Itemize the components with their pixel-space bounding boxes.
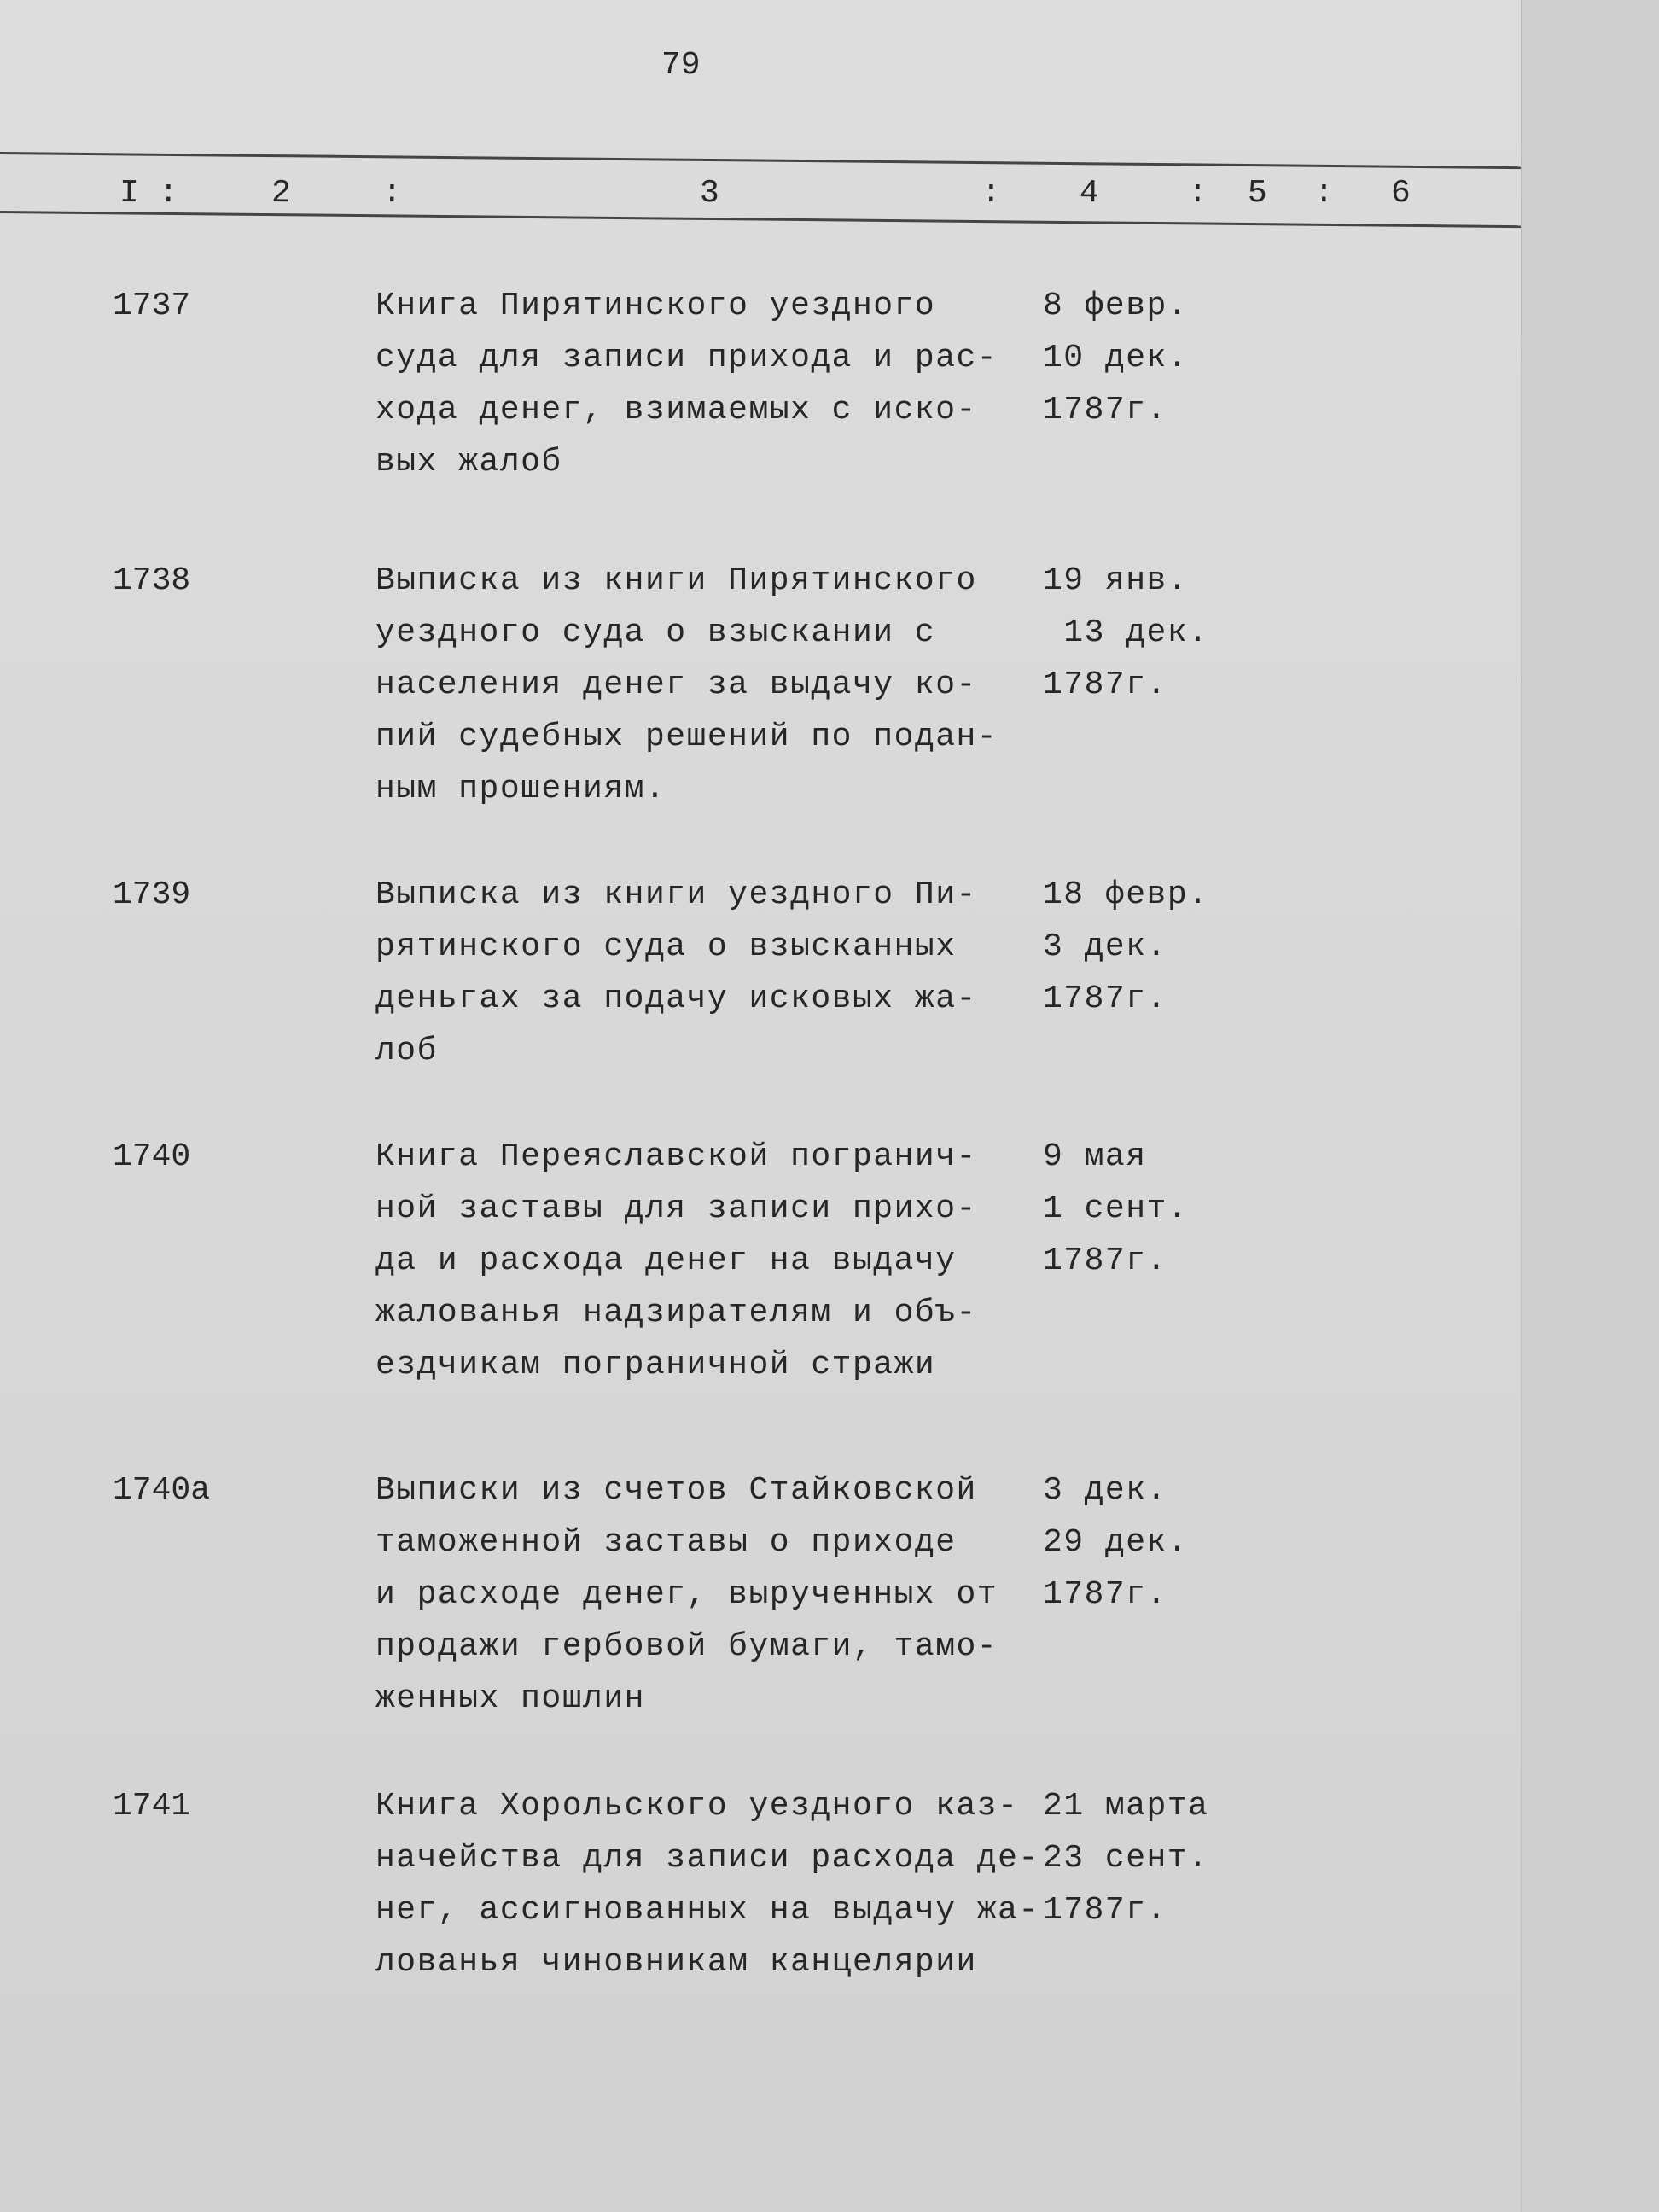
entry-dates bbox=[1043, 1780, 1208, 1936]
entry-number: 1740а bbox=[113, 1472, 211, 1509]
header-col-2: 2 bbox=[271, 175, 292, 212]
description-line: населения денег за выдачу ко- bbox=[375, 667, 977, 703]
description-line: ездчикам пограничной стражи bbox=[375, 1347, 936, 1383]
description-line: Выписка из книги уездного Пи- bbox=[375, 876, 977, 913]
entry-description bbox=[375, 1780, 1039, 1988]
description-line: продажи гербовой бумаги, тамо- bbox=[375, 1628, 998, 1665]
description-line: Выписки из счетов Стайковской bbox=[375, 1472, 977, 1509]
description-line: лоб bbox=[375, 1033, 438, 1069]
header-sep: : bbox=[158, 175, 179, 212]
header-col-5: 5 bbox=[1247, 175, 1268, 212]
entry-number: 1737 bbox=[113, 288, 191, 324]
entry-dates bbox=[1043, 869, 1208, 1025]
entry-number: 1739 bbox=[113, 876, 191, 913]
description-line: ным прошениям. bbox=[375, 771, 667, 807]
date-line: 1787г. bbox=[1043, 981, 1167, 1017]
date-line: 8 февр. bbox=[1043, 288, 1189, 324]
header-sep: : bbox=[1313, 175, 1335, 212]
description-line: да и расхода денег на выдачу bbox=[375, 1243, 957, 1279]
page-number: 79 bbox=[661, 47, 701, 84]
entry-description bbox=[375, 555, 998, 815]
entry-dates bbox=[1043, 1131, 1188, 1287]
description-line: жалованья надзирателям и объ- bbox=[375, 1295, 977, 1331]
date-line: 3 дек. bbox=[1043, 1472, 1167, 1509]
description-line: пий судебных решений по подан- bbox=[375, 719, 998, 755]
description-line: деньгах за подачу исковых жа- bbox=[375, 981, 977, 1017]
date-line: 10 дек. bbox=[1043, 340, 1189, 376]
description-line: Книга Хорольского уездного каз- bbox=[375, 1788, 1019, 1825]
entry-number: 1738 bbox=[113, 562, 191, 599]
entry-number: 1740 bbox=[113, 1138, 191, 1175]
description-line: таможенной заставы о приходе bbox=[375, 1524, 957, 1561]
header-sep: : bbox=[981, 175, 1002, 212]
description-line: и расходе денег, вырученных от bbox=[375, 1576, 998, 1613]
date-line: 23 сент. bbox=[1043, 1840, 1209, 1877]
date-line: 18 февр. bbox=[1043, 876, 1209, 913]
header-col-6: 6 bbox=[1390, 175, 1412, 212]
entry-dates bbox=[1043, 1464, 1188, 1621]
entry-dates bbox=[1043, 555, 1208, 711]
date-line: 1787г. bbox=[1043, 667, 1167, 703]
entry-description bbox=[375, 869, 977, 1077]
date-line: 3 дек. bbox=[1043, 928, 1167, 965]
description-line: Книга Пирятинского уездного bbox=[375, 288, 936, 324]
page-edge bbox=[1521, 0, 1659, 2212]
description-line: начейства для записи расхода де- bbox=[375, 1840, 1039, 1877]
entry-dates bbox=[1043, 280, 1188, 436]
date-line: 1787г. bbox=[1043, 1892, 1167, 1929]
date-line: 1787г. bbox=[1043, 1243, 1167, 1279]
date-line: 1 сент. bbox=[1043, 1190, 1189, 1227]
description-line: суда для записи прихода и рас- bbox=[375, 340, 998, 376]
description-line: нег, ассигнованных на выдачу жа- bbox=[375, 1892, 1039, 1929]
header-col-3: 3 bbox=[699, 175, 720, 212]
description-line: Выписка из книги Пирятинского bbox=[375, 562, 977, 599]
date-line: 1787г. bbox=[1043, 1576, 1167, 1613]
entry-number: 1741 bbox=[113, 1788, 191, 1825]
header-sep: : bbox=[381, 175, 403, 212]
date-line: 9 мая bbox=[1043, 1138, 1147, 1175]
date-line: 1787г. bbox=[1043, 392, 1167, 428]
entry-description bbox=[375, 1131, 977, 1391]
description-line: уездного суда о взыскании с bbox=[375, 614, 936, 651]
date-line: 21 марта bbox=[1043, 1788, 1209, 1825]
description-line: вых жалоб bbox=[375, 444, 562, 480]
date-line: 13 дек. bbox=[1043, 614, 1209, 651]
date-line: 19 янв. bbox=[1043, 562, 1189, 599]
description-line: женных пошлин bbox=[375, 1680, 645, 1717]
description-line: рятинского суда о взысканных bbox=[375, 928, 957, 965]
header-col-4: 4 bbox=[1079, 175, 1100, 212]
date-line: 29 дек. bbox=[1043, 1524, 1189, 1561]
description-line: ной заставы для записи прихо- bbox=[375, 1190, 977, 1227]
description-line: лованья чиновникам канцелярии bbox=[375, 1944, 977, 1981]
header-sep: : bbox=[1187, 175, 1208, 212]
entry-description bbox=[375, 280, 998, 488]
description-line: Книга Переяславской погранич- bbox=[375, 1138, 977, 1175]
entry-description bbox=[375, 1464, 998, 1725]
header-col-1: I bbox=[119, 175, 140, 212]
description-line: хода денег, взимаемых с иско- bbox=[375, 392, 977, 428]
